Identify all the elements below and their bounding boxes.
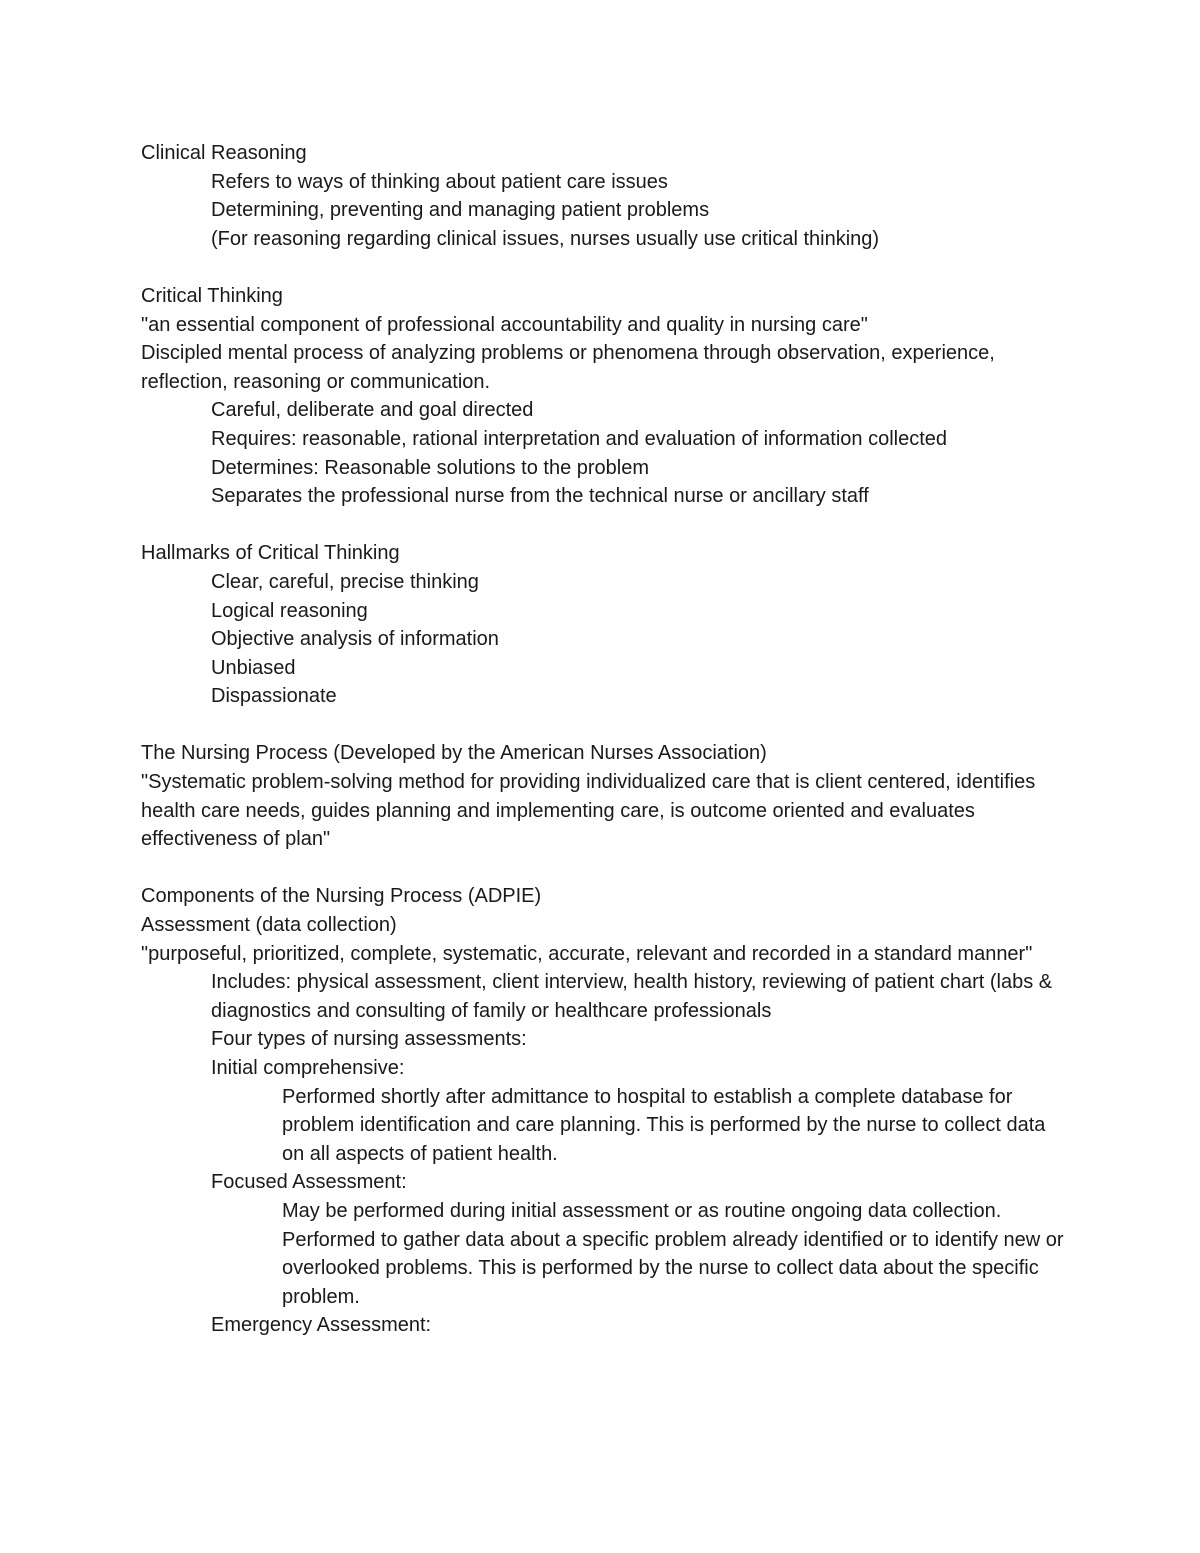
list-item: Requires: reasonable, rational interpretation and evaluation of information collected [211,427,948,450]
subheading-assessment: Assessment (data collection) [141,914,397,937]
quote-text: "purposeful, prioritized, complete, systematic, accurate, relevant and recorded in a standard manner" [141,942,1033,965]
includes-text: Includes: physical assessment, client interview, health history, reviewing of patient chart (labs & diagnostics and consulting of family or healthcare professionals [211,971,1053,1022]
assessment-type-description: Performed shortly after admittance to hospital to establish a complete database for problem identification and care planning. This is performed by the nurse to collect data on all aspects of patient health. [282,1085,1046,1165]
list-item: Unbiased [211,656,296,679]
spacer [141,511,1071,540]
list-item: Separates the professional nurse from the technical nurse or ancillary staff [211,485,869,508]
section-heading-hallmarks: Hallmarks of Critical Thinking [141,542,400,565]
list-item: Refers to ways of thinking about patient care issues [211,170,668,193]
list-item: Careful, deliberate and goal directed [211,399,534,422]
section-heading-nursing-process: The Nursing Process (Developed by the American Nurses Association) [141,742,767,765]
assessment-type-label: Emergency Assessment: [211,1314,432,1337]
list-item: Dispassionate [211,685,337,708]
list-item: Clear, careful, precise thinking [211,570,479,593]
list-item: (For reasoning regarding clinical issues, nurses usually use critical thinking) [211,227,880,250]
section-heading-components: Components of the Nursing Process (ADPIE) [141,885,542,908]
list-item: Four types of nursing assessments: [211,1028,527,1051]
spacer [141,854,1071,883]
list-item: Determining, preventing and managing patient problems [211,199,710,222]
quote-text: "Systematic problem-solving method for providing individualized care that is client centered, identifies health care needs, guides planning and implementing care, is outcome oriented and evaluates effectiveness of plan" [141,771,1036,851]
document-page [141,139,1071,1340]
definition-text: Discipled mental process of analyzing problems or phenomena through observation, experience, reflection, reasoning or communication. [141,342,995,393]
spacer [141,253,1071,282]
section-heading-critical-thinking: Critical Thinking [141,284,283,307]
section-heading-clinical-reasoning: Clinical Reasoning [141,142,307,164]
assessment-type-description: May be performed during initial assessment or as routine ongoing data collection. Performed to gather data about a specific problem already identified or to identify new or overlooked problems. This is performed by the nurse to collect data about the specific problem. [282,1199,1064,1308]
list-item: Determines: Reasonable solutions to the problem [211,456,650,479]
assessment-type-label: Focused Assessment: [211,1171,407,1194]
assessment-type-label: Initial comprehensive: [211,1057,405,1079]
quote-text: "an essential component of professional accountability and quality in nursing care" [141,313,868,336]
list-item: Logical reasoning [211,599,368,622]
spacer [141,711,1071,740]
list-item: Objective analysis of information [211,628,499,651]
